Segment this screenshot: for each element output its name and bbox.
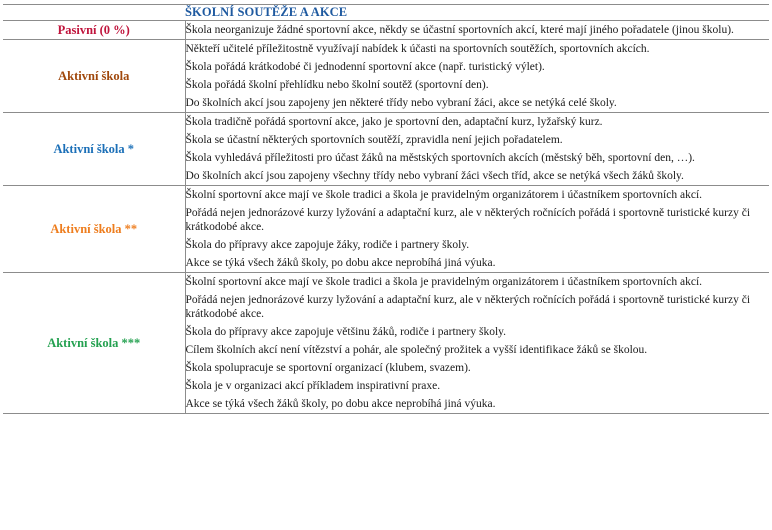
header-row [3,5,769,21]
level-description [185,21,769,40]
description-item: Škola vyhledává příležitosti pro účast žáků na městských sportovních akcích (městský běh, sportovní den, …). [185,152,695,164]
rubric-table [3,4,769,414]
description-item: Škola pořádá krátkodobé či jednodenní sportovní akce (např. turistický výlet). [185,61,545,73]
level-row-aktivni-2-star [3,186,769,273]
description-item: Škola do přípravy akce zapojuje většinu žáků, rodiče i partnery školy. [185,326,507,338]
description-item: Škola neorganizuje žádné sportovní akce, někdy se účastní sportovních akcí, které mají jiného pořadatele (jinou školu). [185,24,734,36]
description-item: Škola je v organizaci akcí příkladem inspirativní praxe. [185,380,441,392]
description-item: Škola se účastní některých sportovních soutěží, zpravidla není jejich pořadatelem. [185,134,563,146]
table-title: ŠKOLNÍ SOUTĚŽE A AKCE [185,5,769,21]
description-item: Akce se týká všech žáků školy, po dobu akce neprobíhá jiná výuka. [185,398,496,410]
level-description [185,273,769,414]
description-item: Cílem školních akcí není vítězství a pohár, ale společný prožitek a vyšší identifikace žáků se školou. [185,344,648,356]
description-item: Školní sportovní akce mají ve škole tradici a škola je pravidelným organizátorem i účastníkem sportovních akcí. [185,276,703,288]
level-label: Aktivní škola *** [3,273,185,414]
description-item: Škola do přípravy akce zapojuje žáky, rodiče i partnery školy. [185,239,470,251]
level-label: Aktivní škola * [3,113,185,186]
description-item: Škola tradičně pořádá sportovní akce, jako je sportovní den, adaptační kurz, lyžařský kurz. [185,116,603,128]
header-empty-cell [3,5,185,21]
description-item: Školní sportovní akce mají ve škole tradici a škola je pravidelným organizátorem i účastníkem sportovních akcí. [185,189,703,201]
level-row-aktivni-3-star [3,273,769,414]
level-row-pasivni [3,21,769,40]
description-item: Škola pořádá školní přehlídku nebo školní soutěž (sportovní den). [185,79,489,91]
level-description [185,186,769,273]
level-label: Aktivní škola [3,40,185,113]
level-label: Aktivní škola ** [3,186,185,273]
description-item: Někteří učitelé příležitostně využívají nabídek k účasti na sportovních soutěžích, sportovních akcích. [185,43,650,55]
description-item: Akce se týká všech žáků školy, po dobu akce neprobíhá jiná výuka. [185,257,496,269]
description-item: Škola spolupracuje se sportovní organizací (klubem, svazem). [185,362,471,374]
level-row-aktivni [3,40,769,113]
level-label: Pasivní (0 %) [3,21,185,40]
description-item: Pořádá nejen jednorázové kurzy lyžování a adaptační kurz, ale v některých ročnících pořádá i sportovně turistické kurzy či krátkodobé akce. [185,207,751,233]
description-item: Do školních akcí jsou zapojeny jen některé třídy nebo vybraní žáci, akce se netýká celé školy. [185,97,617,109]
level-description [185,40,769,113]
level-description [185,113,769,186]
level-row-aktivni-1-star [3,113,769,186]
description-item: Do školních akcí jsou zapojeny všechny třídy nebo vybraní žáci všech tříd, akce se netýká všech žáků školy. [185,170,684,182]
description-item: Pořádá nejen jednorázové kurzy lyžování a adaptační kurz, ale v některých ročnících pořádá i sportovně turistické kurzy či krátkodobé akce. [185,294,751,320]
